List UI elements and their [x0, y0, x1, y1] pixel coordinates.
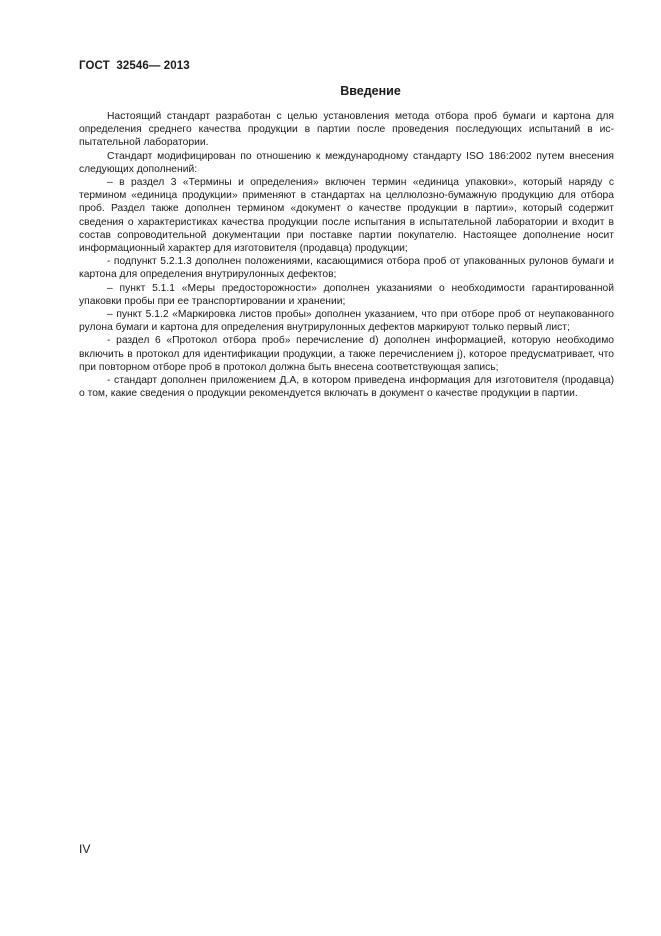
paragraph-clause-5-1-1: – пункт 5.1.1 «Меры предосторожности» дополнен указаниями о необходимости гарантированной упаковки пробы при ее транспортировании и хранении;	[79, 282, 614, 307]
paragraph-annex-da: - стандарт дополнен приложением Д.А, в котором приведена информация для изготовителя (продавца) о том, какие сведения о продукции рекомендуется включать в документ о качестве продукции в партии.	[79, 375, 614, 400]
paragraph-section-3: – в раздел 3 «Термины и определения» включен термин «единица упаковки», который наряду с термином «единица продукции» применяют в стандартах на целлюлозно-бумажную продукцию для отбора проб. Раздел также дополнен термином «документ о качестве продукции в партии», который содержит сведения о характеристиках качества продукции после испытания в испытательной лаборатории и входит в состав сопроводительной документации при поставке партии покупателю. Настоящее дополнение носит информационный характер для изготовителя (продавца) продукции;	[79, 177, 614, 255]
paragraph-modification: Стандарт модифицирован по отношению к международному стандарту ISO 186:2002 путем внесения следующих дополнений:	[79, 150, 614, 175]
paragraph-purpose: Настоящий стандарт разработан с целью установления метода отбора проб бумаги и картона для определения среднего качества продукции в партии после проведения последующих испытаний в испытательной лаборатории.	[79, 111, 614, 149]
paragraph-subclause-5-2-1-3: - подпункт 5.2.1.3 дополнен положениями, касающимися отбора проб от упакованных рулонов бумаги и картона для определения внутрирулонных дефектов;	[79, 256, 614, 281]
paragraph-clause-5-1-2: – пункт 5.1.2 «Маркировка листов пробы» дополнен указанием, что при отборе проб от неупакованного рулона бумаги и картона для определения внутрирулонных дефектов маркируют только первый лист;	[79, 309, 614, 334]
section-title: Введение	[340, 84, 401, 98]
document-body	[79, 110, 614, 400]
page-number: IV	[79, 842, 91, 856]
paragraph-section-6: - раздел 6 «Протокол отбора проб» перечисление d) дополнен информацией, которую необходимо включить в протокол для идентификации продукции, а также перечислением j), которое предусматривает, что при повторном отборе проб в протокол должна быть внесена соответствующая запись;	[79, 335, 614, 373]
document-standard-code: ГОСТ 32546— 2013	[79, 60, 190, 72]
